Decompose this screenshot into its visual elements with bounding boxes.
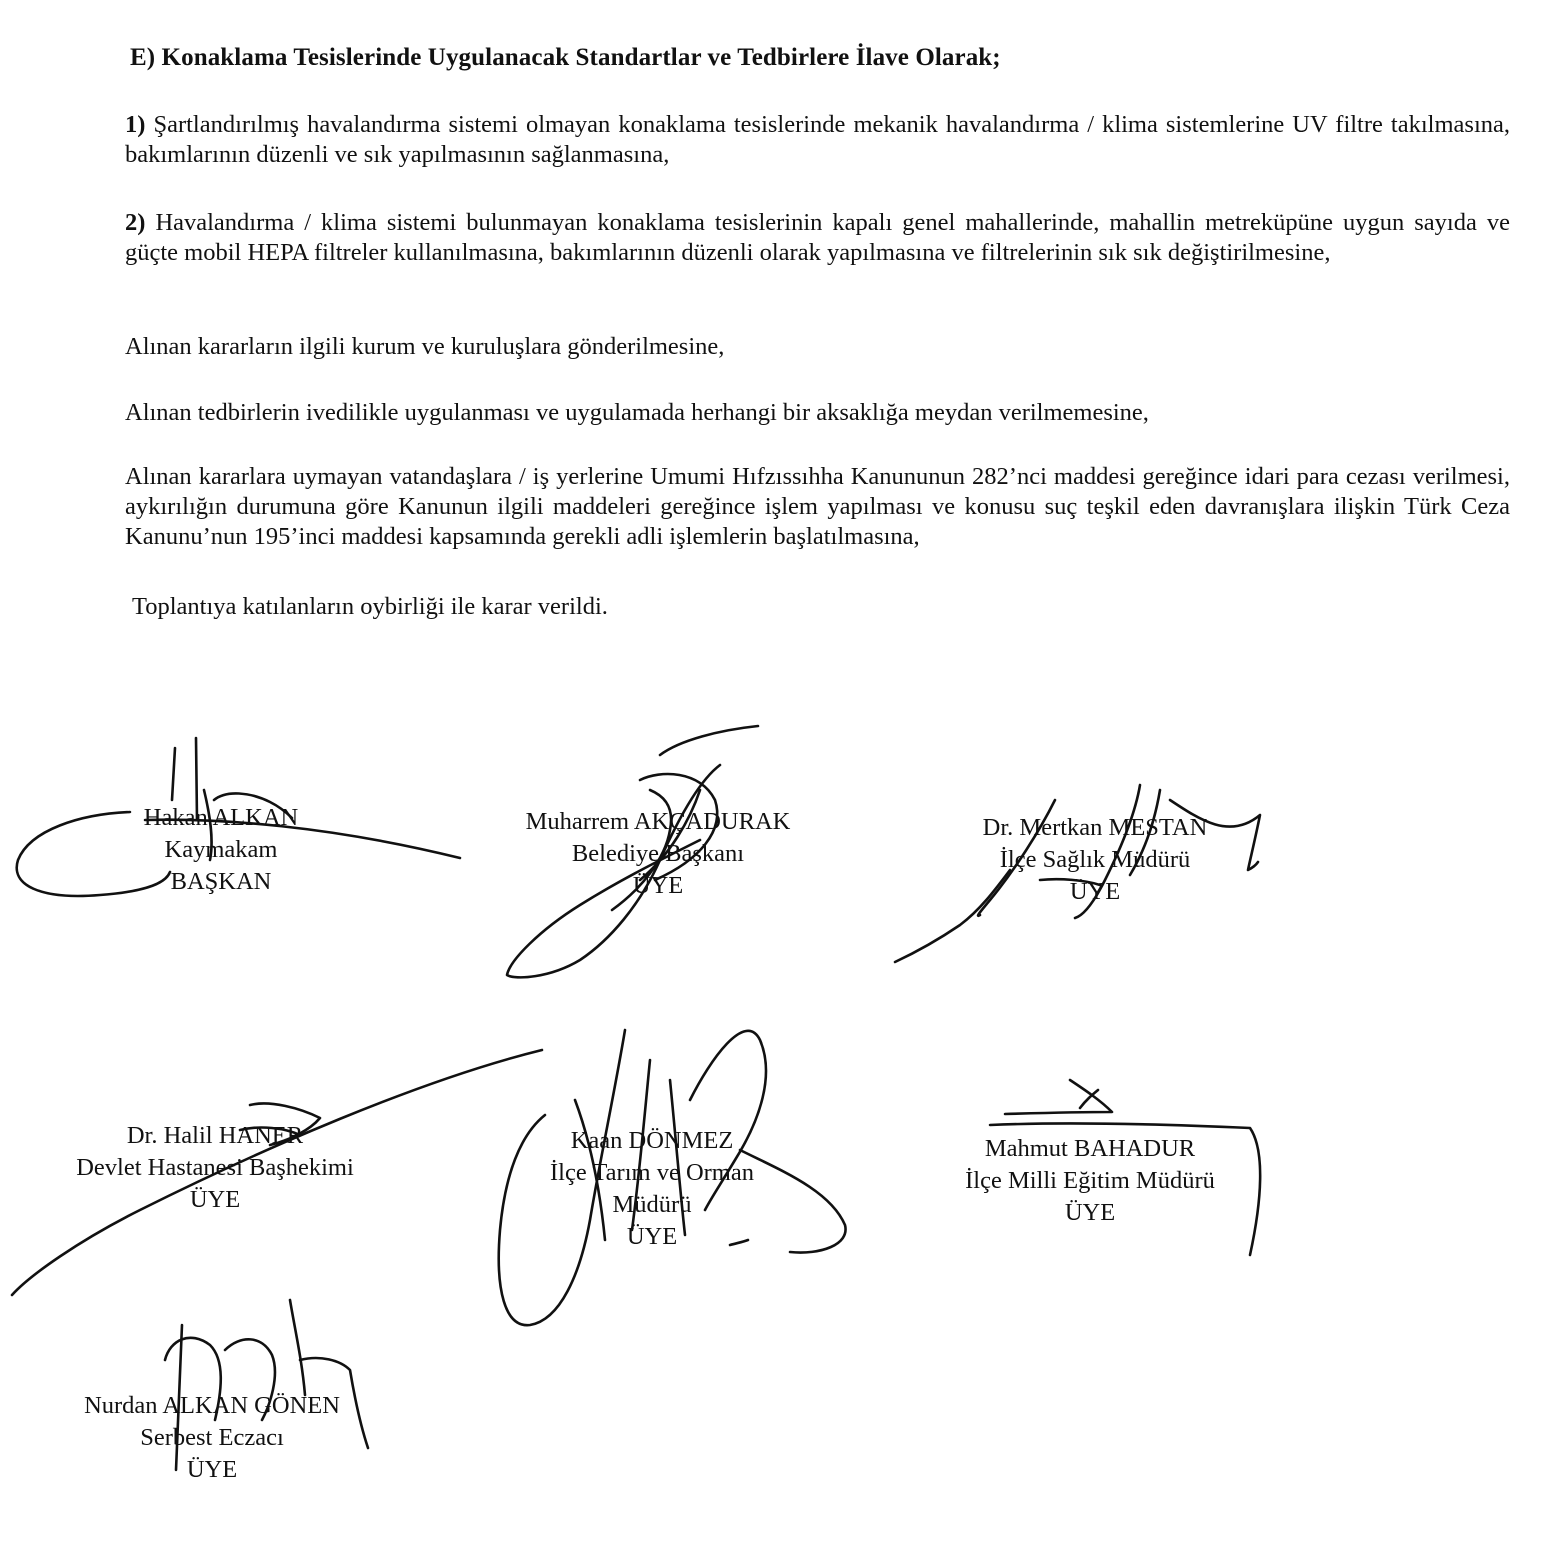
- signatory-name: Hakan ALKAN: [143, 804, 299, 831]
- signatory-role: ÜYE: [186, 1456, 238, 1483]
- signatory-name: Dr. Mertkan MESTAN: [982, 814, 1208, 841]
- signatory-title: Devlet Hastanesi Başhekimi: [76, 1154, 354, 1181]
- section-heading: E) Konaklama Tesislerinde Uygulanacak Standartlar ve Tedbirlere İlave Olarak;: [130, 44, 1001, 71]
- paragraph-text: Şartlandırılmış havalandırma sistemi olmayan konaklama tesislerinde mekanik havalandırma / klima sistemlerine UV filtre takılmasına, bakımlarının düzenli ve sık yapılmasının sağlanmasına,: [125, 111, 1510, 168]
- paragraph-text: Alınan tedbirlerin ivedilikle uygulanması ve uygulamada herhangi bir aksaklığa meydan verilmemesine,: [125, 399, 1149, 426]
- signatory-block: [84, 1390, 340, 1486]
- paragraph-5: [125, 462, 1510, 552]
- signatory-title: Kaymakam: [164, 836, 278, 863]
- signatory-title: Belediye Başkanı: [571, 840, 745, 867]
- signatory-title-line-2: Müdürü: [612, 1191, 692, 1218]
- paragraph-text: Havalandırma / klima sistemi bulunmayan konaklama tesislerinin kapalı genel mahallerinde, mahallin metreküpüne uygun sayıda ve güçte mobil HEPA filtreler kullanılmasına, bakımlarının düzenli olarak yapılmasına ve filtrelerinin sık sık değiştirilmesine,: [125, 209, 1510, 266]
- signatory-name: Muharrem AKÇADURAK: [525, 808, 791, 835]
- paragraph-4: [125, 398, 1510, 428]
- paragraph-number: 2): [125, 209, 146, 236]
- paragraph-number: 1): [125, 111, 146, 138]
- signatory-block: [76, 1120, 354, 1216]
- signatory-name: Nurdan ALKAN GÖNEN: [84, 1392, 340, 1419]
- signatory-role: BAŞKAN: [170, 868, 272, 895]
- paragraph-text: Alınan kararların ilgili kurum ve kuruluşlara gönderilmesine,: [125, 333, 725, 360]
- paragraph-2: [125, 208, 1510, 268]
- closing-statement: [132, 592, 1517, 622]
- signatory-title: İlçe Tarım ve Orman: [550, 1159, 754, 1186]
- signatory-name: Kaan DÖNMEZ: [570, 1127, 734, 1154]
- signatory-block: [983, 812, 1208, 908]
- signatory-role: ÜYE: [189, 1186, 241, 1213]
- paragraph-text: Alınan kararlara uymayan vatandaşlara / iş yerlerine Umumi Hıfzıssıhha Kanununun 282’nci maddesi gereğince idari para cezası verilmesi, aykırılığın durumuna göre Kanunun ilgili maddeleri gereğince işlem yapılması ve konusu suç teşkil eden davranışlara ilişkin Türk Ceza Kanunu’nun 195’inci maddesi kapsamında gerekli adli işlemlerin başlatılmasına,: [125, 463, 1510, 550]
- signatory-role: ÜYE: [1069, 878, 1121, 905]
- paragraph-1: [125, 110, 1510, 170]
- signatory-role: ÜYE: [1064, 1199, 1116, 1226]
- paragraph-text: Toplantıya katılanların oybirliği ile karar verildi.: [132, 593, 608, 620]
- signatory-block: [526, 806, 791, 902]
- signatory-block: [550, 1125, 754, 1253]
- signatory-name: Dr. Halil HANER: [126, 1122, 304, 1149]
- signatory-role: ÜYE: [632, 872, 684, 899]
- signatory-name: Mahmut BAHADUR: [984, 1135, 1196, 1162]
- paragraph-3: [125, 332, 1510, 362]
- signatory-block: [965, 1133, 1215, 1229]
- signatory-title: İlçe Milli Eğitim Müdürü: [965, 1167, 1215, 1194]
- signatory-role: ÜYE: [626, 1223, 678, 1250]
- signatory-block: [144, 802, 298, 898]
- signatory-title: İlçe Sağlık Müdürü: [999, 846, 1191, 873]
- signatory-title: Serbest Eczacı: [140, 1424, 284, 1451]
